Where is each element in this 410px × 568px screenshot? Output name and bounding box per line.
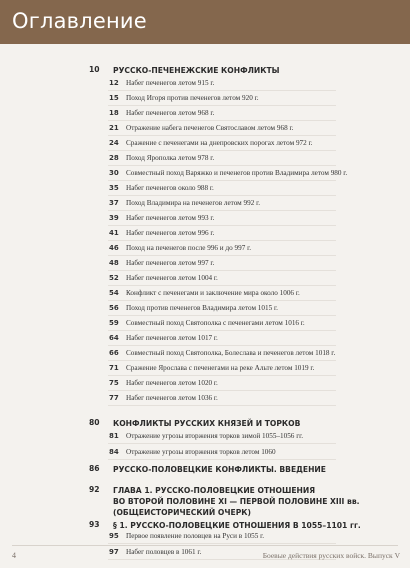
page-title: Оглавление xyxy=(12,9,147,33)
toc-entry-title: Совместный поход Варяжко и печенегов против Владимира летом 980 г. xyxy=(126,169,348,177)
toc-entry-page: 21 xyxy=(109,124,119,132)
toc-entry-page: 28 xyxy=(109,154,119,162)
toc-section-title-line: КОНФЛИКТЫ РУССКИХ КНЯЗЕЙ И ТОРКОВ xyxy=(113,419,301,428)
toc-entry-title: Совместный поход Святополка, Болеслава и печенегов летом 1018 г. xyxy=(126,349,336,357)
toc-entry-page: 15 xyxy=(109,94,119,102)
toc-entry-title: Набег печенегов летом 1036 г. xyxy=(126,394,218,402)
toc-entry-divider xyxy=(108,459,336,460)
toc-entry-divider xyxy=(108,443,336,444)
toc-entry-divider xyxy=(108,543,336,544)
toc-entry-title: Набег печенегов летом 1020 г. xyxy=(126,379,218,387)
toc-entry-divider xyxy=(108,150,336,151)
toc-entry-page: 64 xyxy=(109,334,119,342)
toc-entry-title: Набег печенегов летом 1004 г. xyxy=(126,274,218,282)
toc-entry-title: Совместный поход Святополка с печенегами летом 1016 г. xyxy=(126,319,305,327)
toc-section-page: 86 xyxy=(89,464,100,473)
toc-entry-page: 81 xyxy=(109,432,119,440)
toc-section-title-line: ГЛАВА 1. РУССКО-ПОЛОВЕЦКИЕ ОТНОШЕНИЯ xyxy=(113,486,316,495)
toc-entry-title: Набег печенегов летом 915 г. xyxy=(126,79,215,87)
toc-entry-page: 77 xyxy=(109,394,119,402)
toc-entry-title: Конфликт с печенегами и заключение мира около 1006 г. xyxy=(126,289,300,297)
toc-section-title-line: РУССКО-ПЕЧЕНЕЖСКИЕ КОНФЛИКТЫ xyxy=(113,66,280,75)
toc-entry-page: 37 xyxy=(109,199,119,207)
toc-entry-title: Первое появление половцев на Руси в 1055 г. xyxy=(126,532,265,540)
toc-entry-page: 84 xyxy=(109,448,119,456)
header-bar xyxy=(0,0,410,44)
toc-entry-page: 66 xyxy=(109,349,119,357)
toc-entry-page: 97 xyxy=(109,548,119,556)
toc-entry-title: Набег печенегов летом 968 г. xyxy=(126,109,215,117)
toc-entry-title: Отражение угрозы вторжения торков летом 1060 xyxy=(126,448,276,456)
toc-entry-divider xyxy=(108,330,336,331)
toc-section-title xyxy=(113,520,403,531)
toc-entry-page: 35 xyxy=(109,184,119,192)
toc-entry-divider xyxy=(108,300,336,301)
toc-entry-title: Набег печенегов летом 993 г. xyxy=(126,214,215,222)
toc-entry-page: 95 xyxy=(109,532,119,540)
toc-entry-page: 48 xyxy=(109,259,119,267)
toc-entry-page: 71 xyxy=(109,364,119,372)
toc-entry-title: Поход Игоря против печенегов летом 920 г. xyxy=(126,94,259,102)
toc-entry-page: 18 xyxy=(109,109,119,117)
toc-entry-title: Поход Владимира на печенегов летом 992 г. xyxy=(126,199,261,207)
toc-entry-title: Набег печенегов летом 1017 г. xyxy=(126,334,218,342)
toc-entry-divider xyxy=(108,240,336,241)
toc-entry-divider xyxy=(108,105,336,106)
toc-entry-page: 75 xyxy=(109,379,119,387)
toc-entry-divider xyxy=(108,375,336,376)
toc-entry-divider xyxy=(108,360,336,361)
toc-section-title-line: ВО ВТОРОЙ ПОЛОВИНЕ XI — ПЕРВОЙ ПОЛОВИНЕ XIII вв. xyxy=(113,497,360,506)
toc-section-page: 92 xyxy=(89,485,100,494)
toc-entry-page: 24 xyxy=(109,139,119,147)
toc-entry-divider xyxy=(108,225,336,226)
toc-entry-title: Поход Ярополка летом 978 г. xyxy=(126,154,215,162)
toc-entry-divider xyxy=(108,315,336,316)
footer-divider xyxy=(12,545,398,546)
toc-entry-title: Сражение с печенегами на днепровских порогах летом 972 г. xyxy=(126,139,313,147)
toc-entry-title: Отражение угрозы вторжения торков зимой 1055–1056 гг. xyxy=(126,432,304,440)
toc-entry-divider xyxy=(108,390,336,391)
toc-entry-page: 30 xyxy=(109,169,119,177)
toc-entry-divider xyxy=(108,165,336,166)
toc-section-title xyxy=(113,418,403,429)
toc-entry-divider xyxy=(108,270,336,271)
toc-section-title-line: РУССКО-ПОЛОВЕЦКИЕ КОНФЛИКТЫ. ВВЕДЕНИЕ xyxy=(113,465,326,474)
toc-section-title xyxy=(113,65,403,76)
toc-entry-divider xyxy=(108,195,336,196)
toc-section-page: 80 xyxy=(89,418,100,427)
toc-entry-page: 39 xyxy=(109,214,119,222)
toc-entry-page: 12 xyxy=(109,79,119,87)
toc-entry-divider xyxy=(108,90,336,91)
toc-entry-divider xyxy=(108,345,336,346)
toc-entry-title: Сражение Ярослава с печенегами на реке Альте летом 1019 г. xyxy=(126,364,315,372)
toc-entry-title: Поход против печенегов Владимира летом 1015 г. xyxy=(126,304,278,312)
toc-section-page: 93 xyxy=(89,520,100,529)
toc-entry-page: 54 xyxy=(109,289,119,297)
toc-entry-page: 41 xyxy=(109,229,119,237)
toc-section-title xyxy=(113,485,403,518)
toc-entry-title: Набег печенегов около 988 г. xyxy=(126,184,214,192)
toc-section-title xyxy=(113,464,403,475)
toc-entry-divider xyxy=(108,120,336,121)
toc-entry-divider xyxy=(108,210,336,211)
toc-entry-page: 52 xyxy=(109,274,119,282)
toc-entry-title: Набег печенегов летом 997 г. xyxy=(126,259,215,267)
toc-entry-page: 46 xyxy=(109,244,119,252)
toc-entry-page: 56 xyxy=(109,304,119,312)
book-title: Боевые действия русских войск. Выпуск V xyxy=(262,551,400,560)
toc-entry-title: Отражение набега печенегов Святославом летом 968 г. xyxy=(126,124,294,132)
toc-entry-title: Набег печенегов летом 996 г. xyxy=(126,229,215,237)
toc-entry-divider xyxy=(108,285,336,286)
toc-section-page: 10 xyxy=(89,65,100,74)
toc-entry-divider xyxy=(108,135,336,136)
toc-section-title-line: § 1. РУССКО-ПОЛОВЕЦКИЕ ОТНОШЕНИЯ В 1055–1101 гг. xyxy=(113,521,361,530)
toc-entry-divider xyxy=(108,180,336,181)
toc-entry-title: Набег половцев в 1061 г. xyxy=(126,548,202,556)
toc-entry-divider xyxy=(108,405,336,406)
toc-entry-divider xyxy=(108,255,336,256)
toc-entry-page: 59 xyxy=(109,319,119,327)
toc-section-title-line: (ОБЩЕИСТОРИЧЕСКИЙ ОЧЕРК) xyxy=(113,508,251,517)
page-number: 4 xyxy=(12,551,16,560)
toc-entry-title: Поход на печенегов после 996 и до 997 г. xyxy=(126,244,252,252)
